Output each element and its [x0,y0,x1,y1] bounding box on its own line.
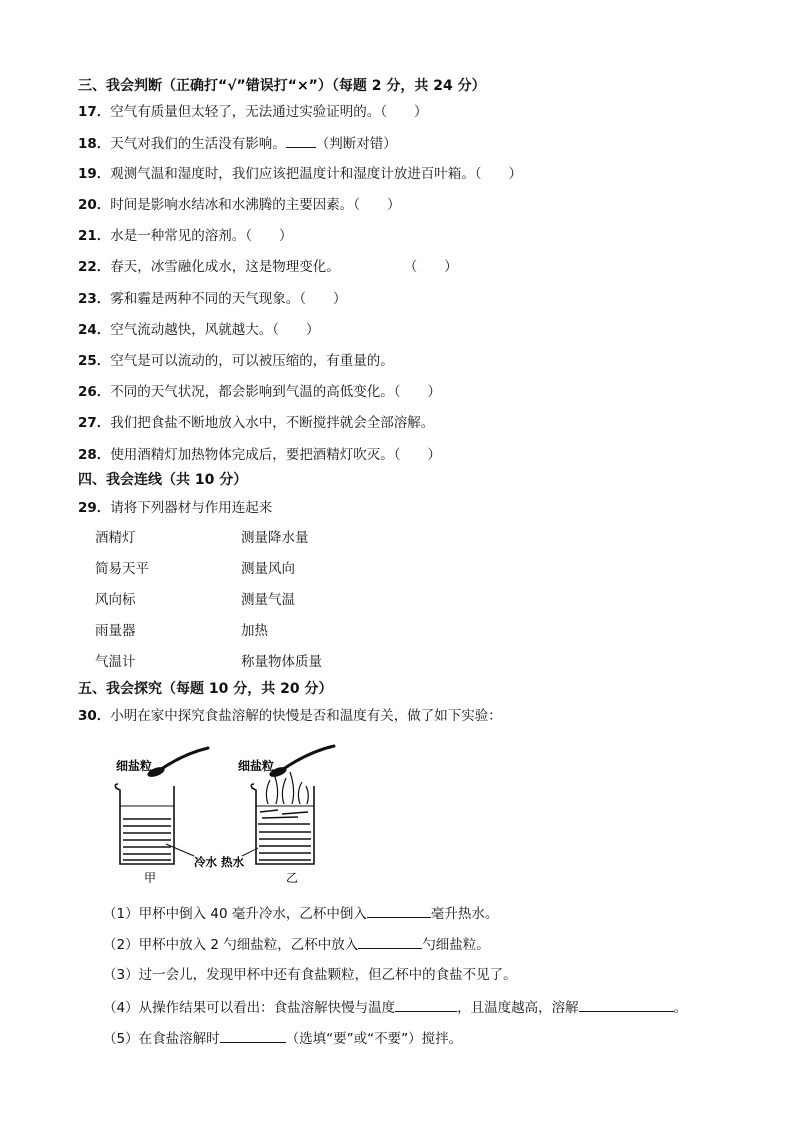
question-20 [78,195,401,215]
question-text: 空气流动越快，风就越大。（ ） [110,322,320,338]
question-number: 27． [78,415,111,431]
question-21 [78,226,293,246]
match-left-item[interactable]: 简易天平 [95,561,149,577]
sub-question-4 [103,997,687,1018]
question-number: 22． [78,259,111,275]
sub-question-text: （1）甲杯中倒入 40 毫升冷水，乙杯中倒入 [103,906,367,922]
match-right-item[interactable]: 称量物体质量 [241,654,322,670]
match-right-item[interactable]: 测量降水量 [241,530,309,546]
section5-title: 五、我会探究（每题 10 分，共 20 分） [78,681,333,697]
sub-question-text: （4）从操作结果可以看出：食盐溶解快慢与温度 [103,1000,396,1016]
question-text: 我们把食盐不断地放入水中，不断搅拌就会全部溶解。 [110,415,435,431]
salt-label-right: 细盐粒 [238,759,275,773]
match-left-item[interactable]: 酒精灯 [95,530,136,546]
match-right-item[interactable]: 测量气温 [241,592,295,608]
beaker-experiment-figure [108,744,348,886]
question-text: 观测气温和湿度时，我们应该把温度计和湿度计放进百叶箱。（ ） [110,166,523,182]
question-23 [78,289,347,309]
question-30 [78,706,502,726]
question-number: 29． [78,500,111,516]
question-number: 18． [78,136,111,152]
beaker-b-icon [251,772,314,864]
spoon-left-icon [146,748,208,779]
sub-question-text: （2）甲杯中放入 2 勺细盐粒，乙杯中放入 [103,937,359,953]
question-number: 30． [78,708,111,724]
sub-question-text: 毫升热水。 [430,906,499,922]
question-29 [78,498,272,518]
answer-blank[interactable] [367,903,431,918]
match-left-item[interactable]: 雨量器 [95,623,136,639]
match-left-item[interactable]: 风向标 [95,592,136,608]
question-text: 小明在家中探究食盐溶解的快慢是否和温度有关，做了如下实验： [110,708,502,724]
question-note: （判断对错） [315,136,397,152]
question-text: 空气是可以流动的，可以被压缩的，有重量的。 [110,353,394,369]
question-text: 使用酒精灯加热物体完成后，要把酒精灯吹灭。（ ） [110,447,442,463]
match-right-item[interactable]: 加热 [241,623,268,639]
question-number: 21． [78,228,111,244]
question-number: 25． [78,353,111,369]
section3-title: 三、我会判断（正确打“√”错误打“×”）（每题 2 分，共 24 分） [78,78,486,94]
answer-blank[interactable] [358,934,422,949]
section4-title: 四、我会连线（共 10 分） [78,472,248,488]
match-left-item[interactable]: 气温计 [95,654,136,670]
match-right-item[interactable]: 测量风向 [241,561,295,577]
question-17 [78,102,428,122]
question-number: 19． [78,166,111,182]
question-18 [78,133,397,154]
answer-blank[interactable] [220,1028,286,1043]
question-number: 20． [78,197,111,213]
sub-question-1 [103,903,498,924]
question-text: 不同的天气状况，都会影响到气温的高低变化。（ ） [110,384,442,400]
question-25 [78,351,394,371]
question-27 [78,413,434,433]
answer-blank[interactable] [395,997,457,1012]
question-text: 空气有质量但太轻了，无法通过实验证明的。（ ） [110,104,428,120]
cup-a-label: 甲 [144,871,157,885]
answer-blank[interactable] [286,133,316,148]
question-text: 请将下列器材与作用连起来 [110,500,273,516]
question-number: 23． [78,291,111,307]
sub-question-2 [103,934,490,955]
sub-question-3 [103,965,517,985]
question-24 [78,320,320,340]
spoon-right-icon [268,746,334,779]
answer-blank[interactable] [579,997,674,1012]
sub-question-text: 勺细盐粒。 [422,937,490,953]
question-number: 26． [78,384,111,400]
question-number: 24． [78,322,111,338]
question-text: 时间是影响水结冰和水沸腾的主要因素。（ ） [110,197,401,213]
water-label: 冷水 热水 [194,855,245,869]
salt-label-left: 细盐粒 [116,759,153,773]
question-number: 28． [78,447,111,463]
question-19 [78,164,522,184]
answer-brackets: （ ） [403,259,458,275]
beaker-a-icon [115,784,174,864]
sub-question-text: ，且温度越高，溶解 [457,1000,579,1016]
sub-question-text: 。 [673,1000,688,1016]
question-text: 水是一种常见的溶剂。（ ） [110,228,293,244]
question-number: 17． [78,104,111,120]
question-28 [78,445,441,465]
cup-b-label: 乙 [286,871,299,885]
question-text: 天气对我们的生活没有影响。 [110,136,286,152]
question-22 [78,257,458,277]
sub-question-5 [103,1028,462,1049]
question-text: 雾和霾是两种不同的天气现象。（ ） [110,291,347,307]
sub-question-text: （3）过一会儿，发现甲杯中还有食盐颗粒，但乙杯中的食盐不见了。 [103,967,517,983]
question-text: 春天，冰雪融化成水，这是物理变化。 [110,259,340,275]
sub-question-text: （选填“要”或“不要”）搅拌。 [285,1031,463,1047]
question-26 [78,382,441,402]
sub-question-text: （5）在食盐溶解时 [103,1031,220,1047]
